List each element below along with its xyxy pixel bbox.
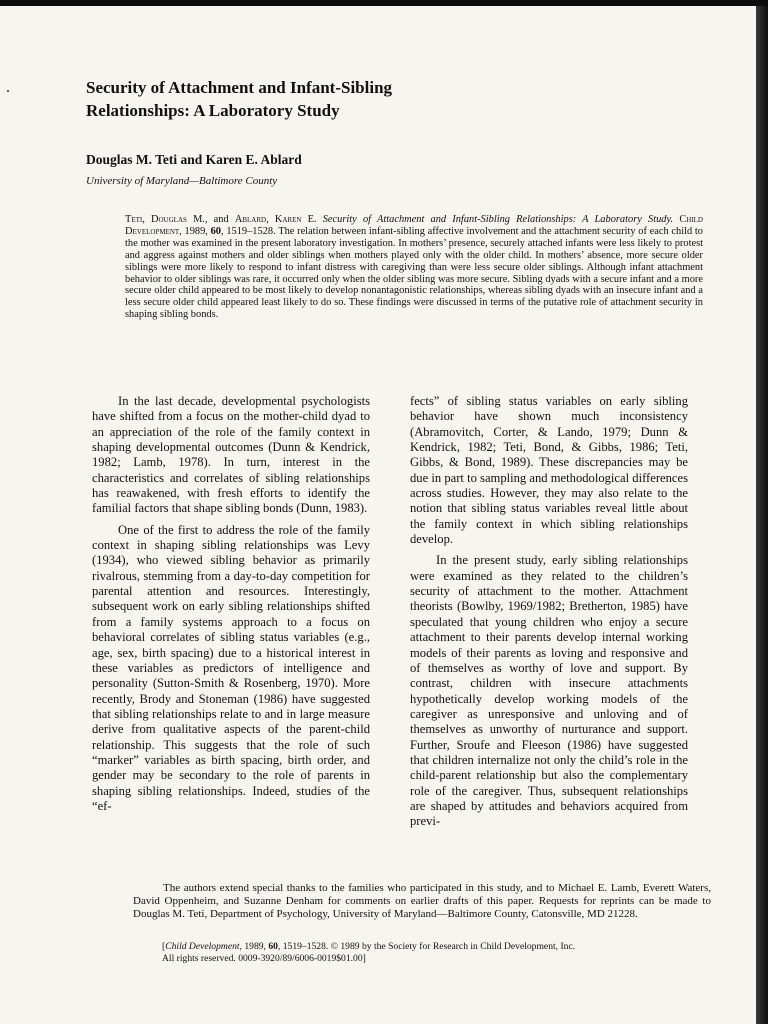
abstract-journal: Child Development [125, 214, 703, 237]
citation-journal: Child Development [165, 941, 240, 952]
right-paragraph-1: fects” of sibling status variables on early sibling behavior have shown much inconsistency (Abramovitch, Corter, & Lando, 1979; Dunn & Kendrick, 1982; Teti, Bond, & Gibbs, 1986; Teti, Gibbs, & Bond, 1989). These discrepancies may be due in part to sampling and methodological differences across studies. However, they may also relate to the notion that sibling status variables reveal little about the family context in which sibling relationships develop. [410, 394, 688, 547]
scan-speck [7, 90, 9, 92]
citation-rights: All rights reserved. 0009-3920/89/6006-0019$01.00] [162, 953, 366, 964]
abstract-author-2: Ablard, Karen E. [234, 214, 317, 225]
abstract-author-1: Teti, Douglas M. [125, 214, 205, 225]
right-column [410, 394, 688, 830]
journal-page [0, 6, 756, 1024]
left-column [92, 394, 370, 814]
title-line-2: Relationships: A Laboratory Study [86, 101, 340, 120]
abstract: Teti, Douglas M., and Ablard, Karen E. Security of Attachment and Infant-Sibling Relationships: A Laboratory Study. Child Development, 1989, 60, 1519–1528. The relation between infant-sibling affective involvement and the attachment security of each child to the mother was examined in the present laboratory investigation. In mothers’ presence, securely attached infants were less likely to protest and aggress against mothers and older siblings when mothers played only with the older child. In mothers’ absence, more secure older siblings were more likely to respond to infant distress with caregiving than were less secure older siblings. Although infant attachment behavior to older siblings was rare, it occurred only when the older sibling was more secure. Sibling dyads with a secure infant and a more secure older child appeared to be most likely to develop nonantagonistic relationships, whereas sibling dyads with an insecure infant and a less secure older child appeared least likely to do so. These findings were discussed in terms of the putative role of attachment security in shaping sibling bonds. [125, 214, 703, 321]
article-title [86, 76, 646, 122]
title-line-1: Security of Attachment and Infant-Sibling [86, 78, 393, 97]
author-affiliation: University of Maryland—Baltimore County [86, 175, 278, 187]
scan-right-edge [756, 6, 768, 1024]
acknowledgment-footnote: The authors extend special thanks to the families who participated in this study, and to Michael E. Lamb, Everett Waters, David Oppenheim, and Suzanne Denham for comments on earlier drafts of this paper. Requests for reprints can be made to Douglas M. Teti, Department of Psychology, University of Maryland—Baltimore County, Catonsville, MD 21228. [133, 882, 711, 920]
left-paragraph-1: In the last decade, developmental psychologists have shifted from a focus on the mother-child dyad to an appreciation of the role of the family context in shaping developmental outcomes (Dunn & Kendrick, 1982; Lamb, 1978). In turn, interest in the characteristics and correlates of sibling relationships has reawakened, with fresh efforts to identify the familial factors that shape sibling bonds (Dunn, 1983). [92, 394, 370, 516]
abstract-body: The relation between infant-sibling affective involvement and the attachment security of each child to the mother was examined in the present laboratory investigation. In mothers’ presence, securely attached infants were less likely to protest and aggress against mothers and older siblings when mothers played only with the older child. In mothers’ absence, more secure older siblings were more likely to respond to infant distress with caregiving than were less secure older siblings. Although infant attachment behavior to older siblings was rare, it occurred only when the older sibling was more secure. Sibling dyads with a secure infant and a more secure older child appeared to be most likely to develop nonantagonistic relationships, whereas sibling dyads with an insecure infant and a less secure older child appeared least likely to do so. These findings were discussed in terms of the putative role of attachment security in shaping sibling bonds. [125, 225, 703, 321]
right-paragraph-2: In the present study, early sibling relationships were examined as they related to the children’s security of attachment to the mother. Attachment theorists (Bowlby, 1969/1982; Bretherton, 1985) have speculated that young children who enjoy a secure attachment to their parents develop internal working models of their parents as loving and responsive and of themselves as worthy of love and support. By contrast, children with insecure attachments hypothetically develop working models of the caregiver as unresponsive and unloving and of themselves as unworthy of nurturance and support. Further, Sroufe and Fleeson (1986) have suggested that children internalize not only the child’s role in the child-parent relationship but also the complementary role of the caregiver. Thus, subsequent relationships are shaped by attitudes and behaviors acquired from previ- [410, 553, 688, 829]
copyright-citation: [Child Development, 1989, 60, 1519–1528. © 1989 by the Society for Research in Child Development, Inc. All rights reserved. 0009-3920/89/6006-0019$01.00] [162, 941, 576, 964]
abstract-volume: 60 [210, 225, 221, 237]
citation-volume: 60 [268, 941, 278, 952]
abstract-article-title: Security of Attachment and Infant-Sibling Relationships: A Laboratory Study. [322, 214, 674, 225]
left-paragraph-2: One of the first to address the role of the family context in shaping sibling relationships was Levy (1934), who viewed sibling behavior as primarily rivalrous, stemming from a day-to-day competition for parental attention and resources. Interestingly, subsequent work on early sibling relationships shifted from a family systems approach to a focus on behavioral correlates of sibling status variables (e.g., age, sex, birth spacing) due to a historical interest in these variables as predictors of intelligence and personality (Sutton-Smith & Rosenberg, 1970). More recently, Brody and Stoneman (1986) have suggested that sibling relationships relate to and in large measure derive from qualitative aspects of the parent-child relationship. This suggests that the role of such “marker” variables as birth spacing, birth order, and gender may be secondary to the role of parents in shaping sibling relationships. Indeed, studies of the “ef- [92, 522, 370, 813]
author-names: Douglas M. Teti and Karen E. Ablard [86, 152, 302, 167]
